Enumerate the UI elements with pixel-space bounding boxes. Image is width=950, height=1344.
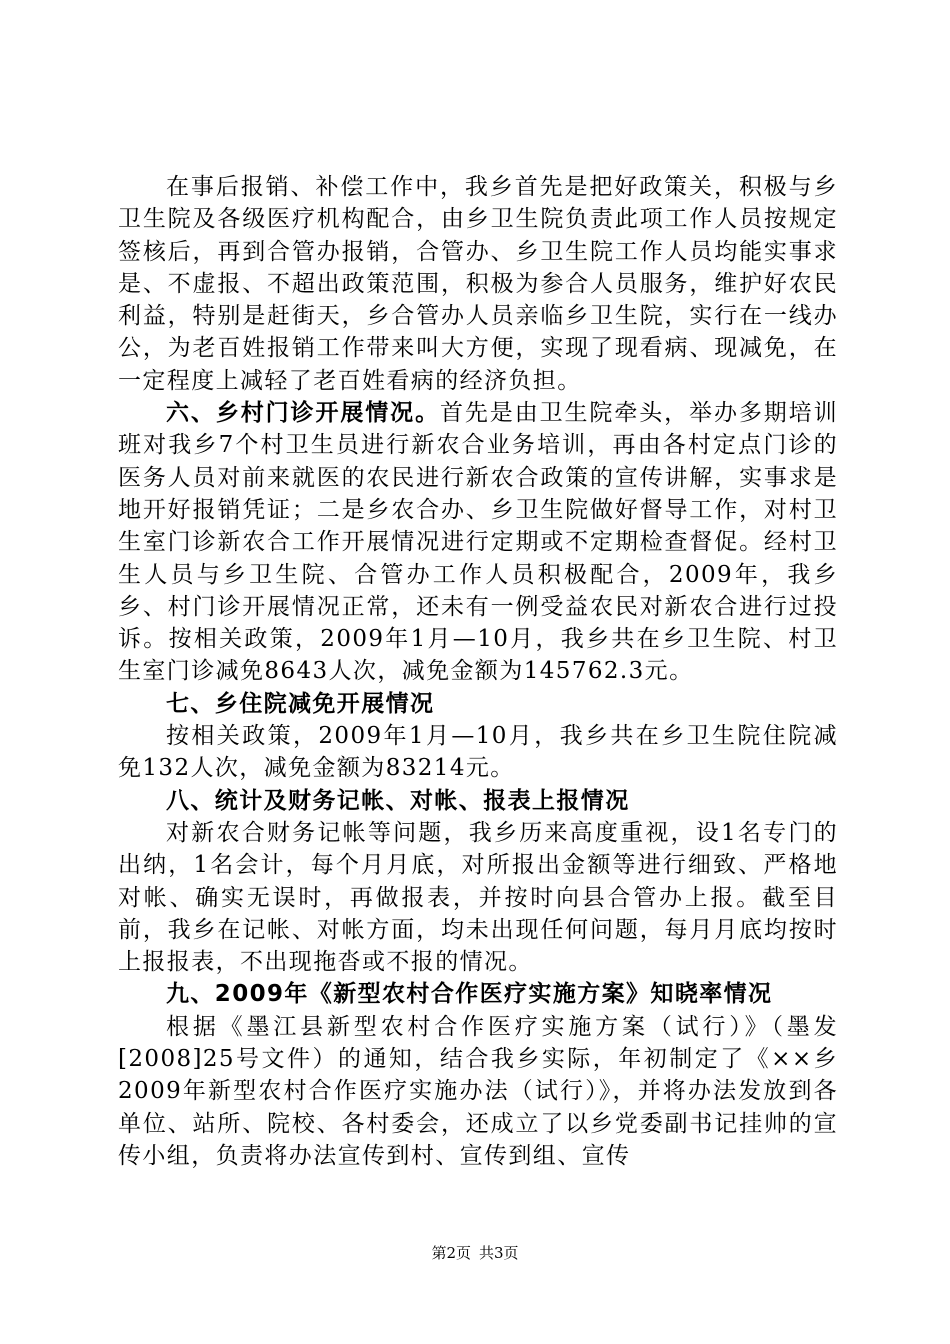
section-6-body: 首先是由卫生院牵头，举办多期培训班对我乡7个村卫生员进行新农合业务培训，再由各村定点门诊的医务人员对前来就医的农民进行新农合政策的宣传讲解，实事求是地开好报销凭证；二是乡农合办、乡卫生院做好督导工作，对村卫生室门诊新农合工作开展情况进行定期或不定期检查督促。经村卫生人员与乡卫生院、合管办工作人员积极配合，2009年，我乡乡、村门诊开展情况正常，还未有一例受益农民对新农合进行过投诉。按相关政策，2009年1月—10月，我乡共在乡卫生院、村卫生室门诊减免8643人次，减免金额为145762.3元。 — [118, 400, 838, 685]
page-number: 第2页 — [431, 1244, 471, 1262]
page-footer — [0, 1242, 950, 1263]
section-8-title: 八、统计及财务记帐、对帐、报表上报情况 — [166, 787, 630, 814]
section-8-body: 对新农合财务记帐等问题，我乡历来高度重视，设1名专门的出纳，1名会计，每个月月底，对所报出金额等进行细致、严格地对帐、确实无误时，再做报表，并按时向县合管办上报。截至目前，我乡在记帐、对帐方面，均未出现任何问题，每月月底均按时上报报表，不出现拖沓或不报的情况。 — [118, 819, 838, 976]
section-7-title: 七、乡住院减免开展情况 — [166, 690, 435, 717]
section-6-title: 六、乡村门诊开展情况。 — [166, 400, 440, 427]
section-9-body: 根据《墨江县新型农村合作医疗实施方案（试行）》（墨发[2008]25号文件）的通知，结合我乡实际，年初制定了《××乡2009年新型农村合作医疗实施办法（试行）》，并将办法发放到各单位、站所、院校、各村委会，还成立了以乡党委副书记挂帅的宣传小组，负责将办法宣传到村、宣传到组、宣传 — [118, 1013, 838, 1169]
document-body — [118, 171, 838, 1172]
paragraph-reimbursement: 在事后报销、补偿工作中，我乡首先是把好政策关，积极与乡卫生院及各级医疗机构配合，由乡卫生院负责此项工作人员按规定签核后，再到合管办报销，合管办、乡卫生院工作人员均能实事求是、不虚报、不超出政策范围，积极为参合人员服务，维护好农民利益，特别是赶街天，乡合管办人员亲临乡卫生院，实行在一线办公，为老百姓报销工作带来叫大方便，实现了现看病、现减免，在一定程度上减轻了老百姓看病的经济负担。 — [118, 174, 838, 394]
section-7-body: 按相关政策，2009年1月—10月，我乡共在乡卫生院住院减免132人次，减免金额为83214元。 — [118, 723, 838, 782]
paragraph-section-6 — [118, 397, 838, 688]
page-total: 共3页 — [479, 1244, 519, 1262]
section-9-title: 九、2009年《新型农村合作医疗实施方案》知晓率情况 — [166, 981, 773, 1008]
